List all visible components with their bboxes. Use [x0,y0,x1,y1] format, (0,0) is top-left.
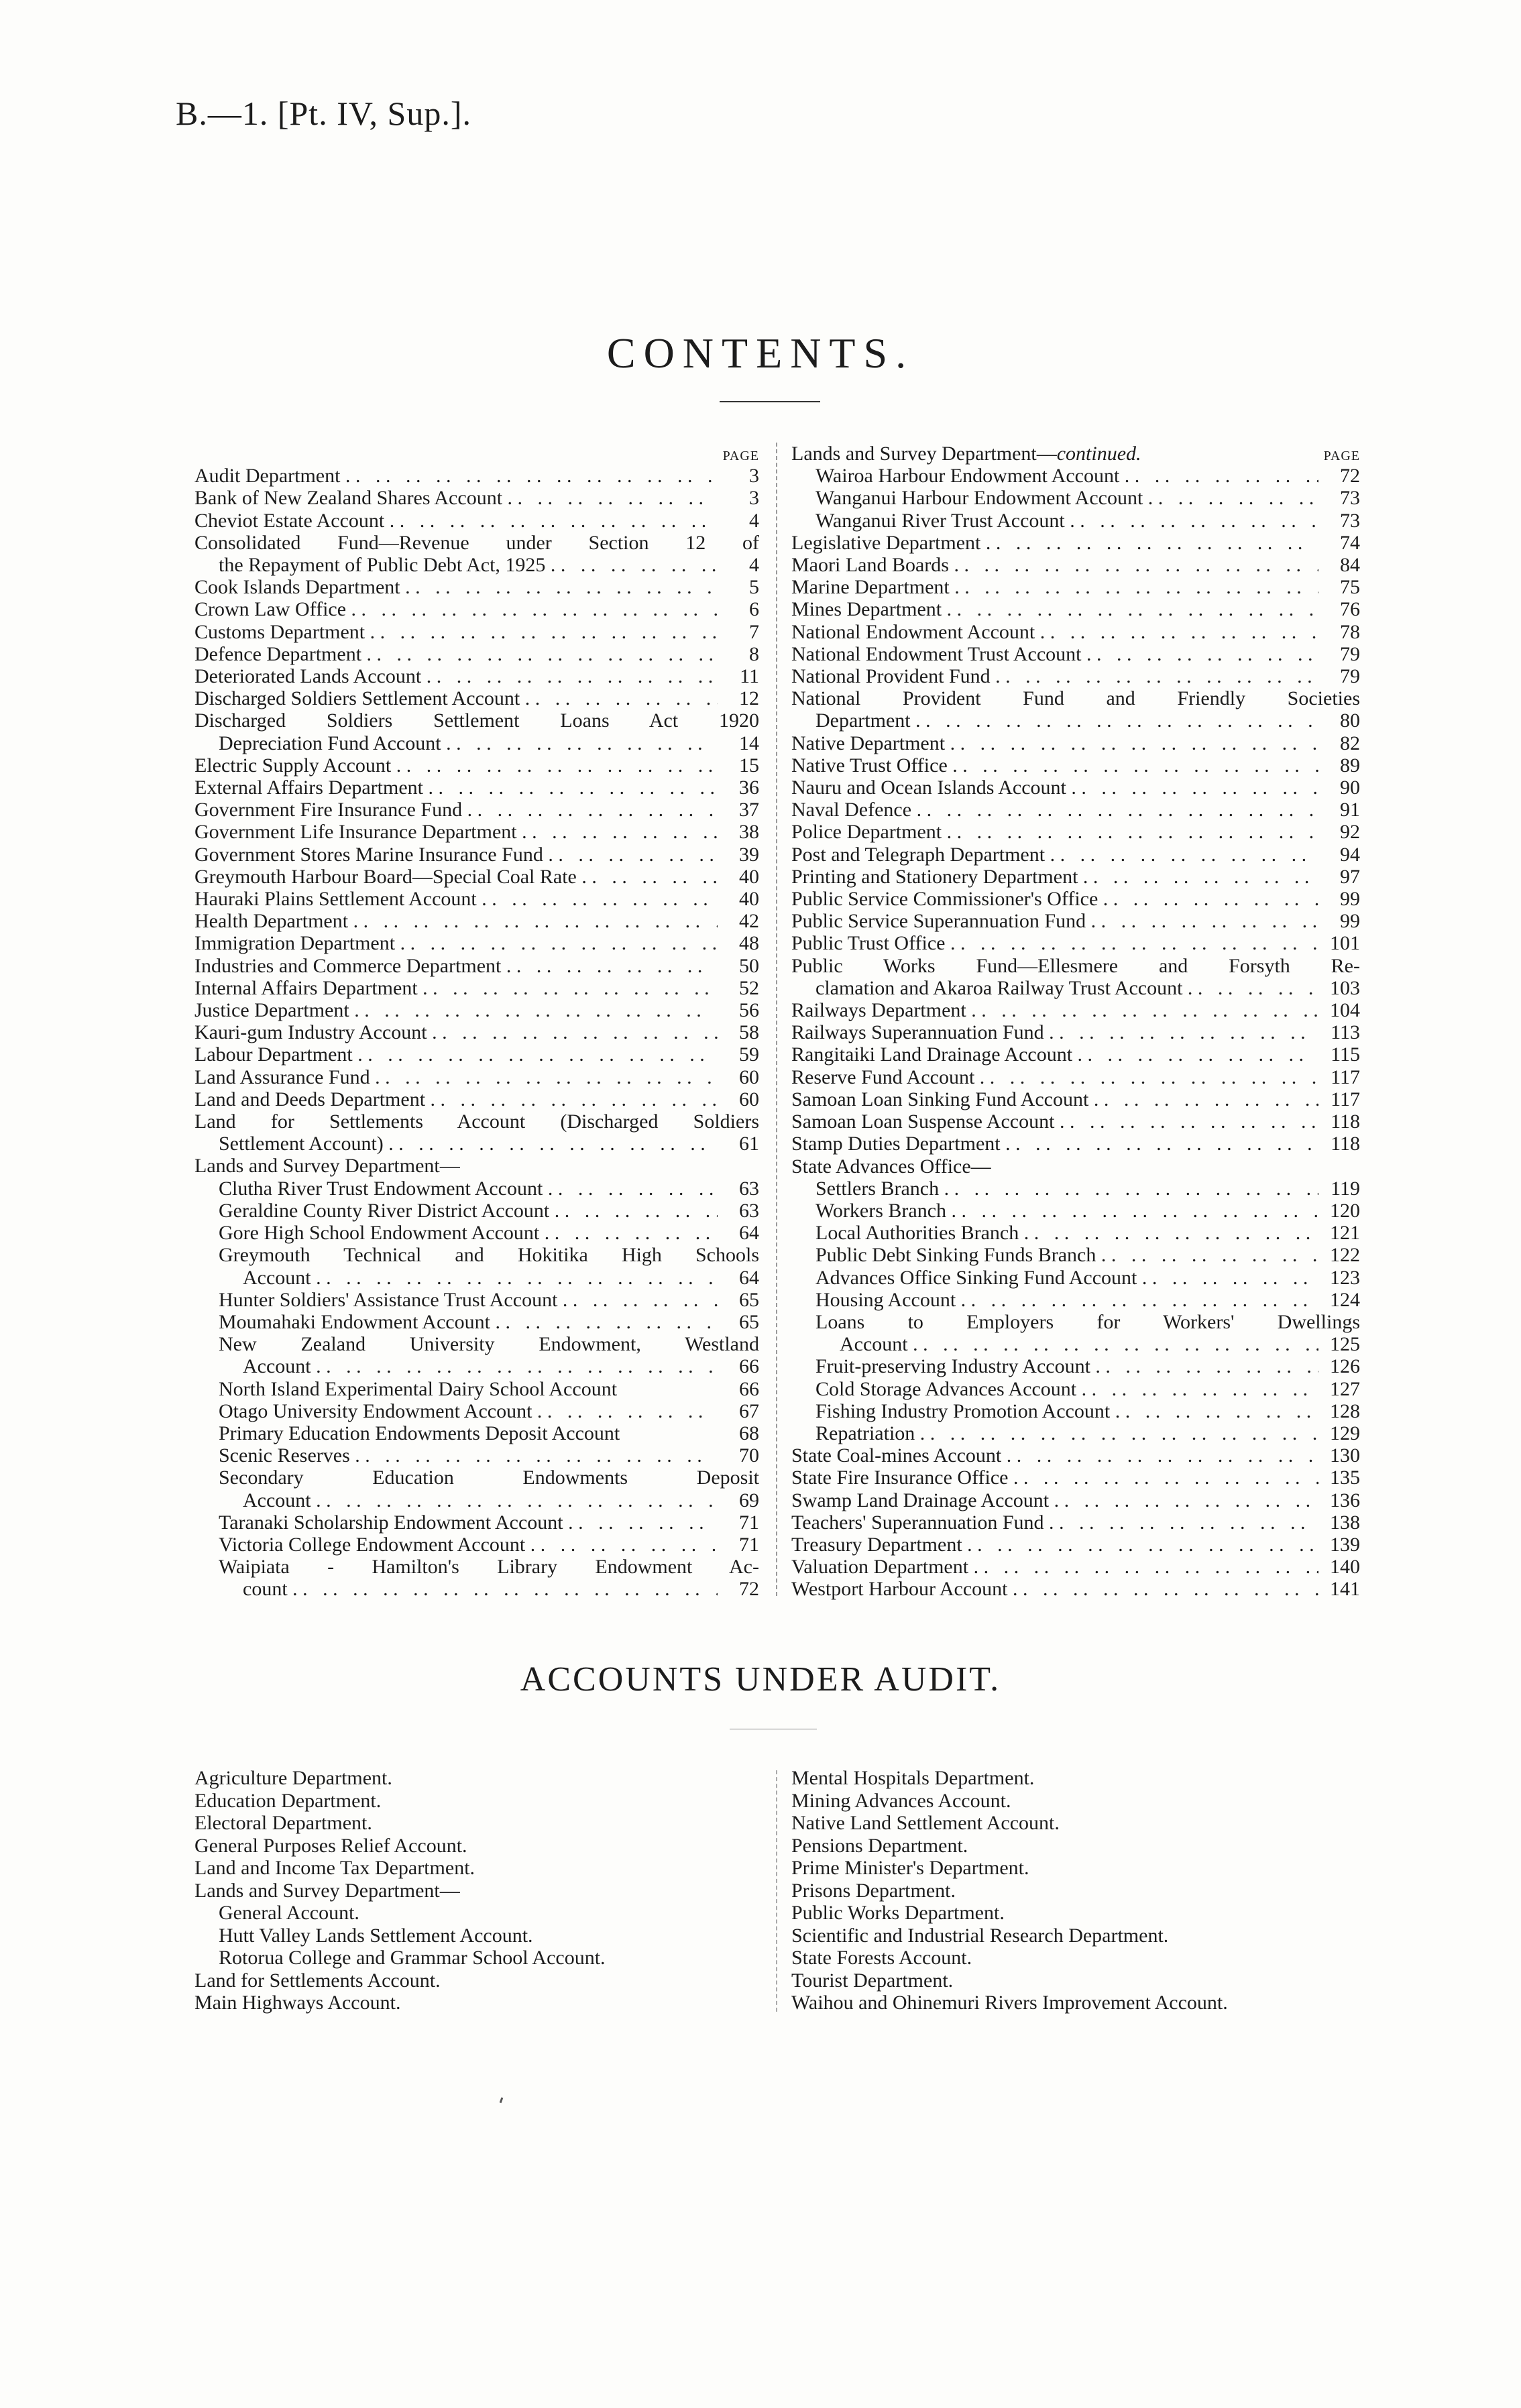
audit-item: State Forests Account. [791,1947,972,1969]
toc-entry: Land for Settlements Account (Discharged Soldiers [194,1110,759,1133]
toc-entry: Discharged Soldiers Settlement Account . . 12 [194,687,759,709]
toc-entry: Cook Islands Department . . 5 [194,576,759,598]
toc-entry: Victoria College Endowment Account . . 71 [194,1534,759,1556]
toc-entry: Fishing Industry Promotion Account . . 128 [791,1400,1360,1422]
toc-entry: Secondary Education Endowments Deposit [219,1467,759,1489]
toc-entry: Account . . 66 [194,1355,759,1377]
contents-right-column [791,443,1360,1601]
toc-entry: Discharged Soldiers Settlement Loans Act 1920 [194,709,759,732]
page-column-heading: PAGE [1323,449,1360,464]
toc-entry: Treasury Department . . 139 [791,1534,1360,1556]
audit-item: Native Land Settlement Account. [791,1812,1060,1834]
audit-item: Scientific and Industrial Research Department. [791,1924,1169,1947]
audit-item: Rotorua College and Grammar School Account. [219,1947,606,1969]
toc-entry: Lands and Survey Department— [194,1155,460,1178]
audit-item: General Account. [219,1902,359,1924]
toc-entry: State Coal-mines Account . . 130 [791,1444,1360,1467]
toc-entry: Wanganui River Trust Account . . 73 [791,510,1360,532]
column-divider [776,443,777,1596]
audit-column-divider [776,1770,777,2012]
toc-entry: Bank of New Zealand Shares Account . . 3 [194,487,759,509]
audit-item: Prime Minister's Department. [791,1857,1029,1879]
audit-item: Public Works Department. [791,1902,1005,1924]
toc-entry: North Island Experimental Dairy School Account 66 [219,1377,759,1400]
audit-item: Hutt Valley Lands Settlement Account. [219,1924,533,1947]
toc-entry: Railways Superannuation Fund . . 113 [791,1021,1360,1043]
toc-entry: Greymouth Technical and Hokitika High Schools [219,1244,759,1267]
toc-entry: Advances Office Sinking Fund Account . . 123 [791,1267,1360,1289]
toc-entry: Scenic Reserves . . 70 [194,1444,759,1467]
title-rule [720,401,820,402]
toc-entry: Housing Account . . 124 [791,1289,1360,1311]
toc-entry: Land Assurance Fund . . 60 [194,1066,759,1088]
toc-entry: National Endowment Account . . 78 [791,621,1360,643]
audit-item: Agriculture Department. [194,1767,392,1789]
toc-entry: Rangitaiki Land Drainage Account . . 115 [791,1043,1360,1066]
audit-item: Prisons Department. [791,1879,956,1902]
toc-entry: Moumahaki Endowment Account . . 65 [194,1311,759,1333]
audit-item: Lands and Survey Department— [194,1879,460,1902]
page-column-heading: PAGE [722,449,759,463]
audit-item: Tourist Department. [791,1969,954,1992]
audit-item: Mining Advances Account. [791,1789,1011,1812]
audit-item: Land for Settlements Account. [194,1969,441,1992]
toc-entry: Industries and Commerce Department . . 50 [194,955,759,977]
toc-entry: Cold Storage Advances Account . . 127 [791,1378,1360,1400]
toc-entry: Hunter Soldiers' Assistance Trust Account . . 65 [194,1289,759,1311]
toc-entry: the Repayment of Public Debt Act, 1925 . . 4 [194,554,759,576]
toc-entry: Cheviot Estate Account . . 4 [194,510,759,532]
toc-entry: Customs Department . . 7 [194,621,759,643]
toc-entry: clamation and Akaroa Railway Trust Account . . 103 [791,977,1360,999]
toc-entry: Valuation Department . . 140 [791,1556,1360,1578]
document-reference: B.—1. [Pt. IV, Sup.]. [176,95,471,132]
audit-item: Mental Hospitals Department. [791,1767,1035,1789]
toc-entry: Defence Department . . 8 [194,643,759,665]
toc-entry: Teachers' Superannuation Fund . . 138 [791,1511,1360,1534]
audit-list-left [194,1767,606,2014]
toc-entry: Mines Department . . 76 [791,598,1360,620]
toc-entry: Maori Land Boards . . 84 [791,554,1360,576]
toc-entry: Public Works Fund—Ellesmere and Forsyth Re- [791,954,1360,977]
toc-entry: Account . . 64 [194,1267,759,1289]
toc-entry: Greymouth Harbour Board—Special Coal Rate . . 40 [194,866,759,888]
toc-entry: Audit Department . . 3 [194,465,759,487]
toc-entry: Marine Department . . 75 [791,576,1360,598]
toc-entry: Primary Education Endowments Deposit Account 68 [219,1422,759,1444]
toc-entry: Public Service Superannuation Fund . . 99 [791,910,1360,932]
toc-entry: Account . . 69 [194,1489,759,1511]
toc-entry: count . . 72 [194,1578,759,1600]
toc-entry: Reserve Fund Account . . 117 [791,1066,1360,1088]
toc-entry: Railways Department . . 104 [791,999,1360,1021]
toc-entry: Lands and Survey Department—continued. PAGE [791,443,1360,465]
audit-item: Education Department. [194,1789,382,1812]
toc-entry: Electric Supply Account . . 15 [194,754,759,777]
toc-entry: Loans to Employers for Workers' Dwellings [815,1310,1360,1333]
toc-entry: Workers Branch . . 120 [791,1200,1360,1222]
toc-entry: Immigration Department . . 48 [194,932,759,954]
toc-entry: Settlement Account) . . 61 [194,1133,759,1155]
audit-item: Pensions Department. [791,1834,968,1857]
toc-entry: Settlers Branch . . 119 [791,1178,1360,1200]
audit-item: Land and Income Tax Department. [194,1857,475,1879]
toc-entry: Public Debt Sinking Funds Branch . . 122 [791,1244,1360,1266]
toc-entry: Samoan Loan Suspense Account . . 118 [791,1110,1360,1133]
toc-entry: Consolidated Fund—Revenue under Section 12 of [194,531,759,554]
audit-item: Waihou and Ohinemuri Rivers Improvement Account. [791,1992,1228,2014]
toc-entry: Hauraki Plains Settlement Account . . 40 [194,888,759,910]
toc-entry: Native Department . . 82 [791,732,1360,754]
audit-list-right [791,1767,1228,2014]
toc-entry: Geraldine County River District Account . . 63 [194,1200,759,1222]
toc-entry: Fruit-preserving Industry Account . . 126 [791,1355,1360,1377]
toc-entry: National Endowment Trust Account . . 79 [791,643,1360,665]
toc-entry: Waipiata - Hamilton's Library Endowment Ac- [219,1556,759,1579]
contents-title: CONTENTS. [606,329,915,377]
toc-entry: Samoan Loan Sinking Fund Account . . 117 [791,1088,1360,1110]
toc-entry: State Advances Office— [791,1155,991,1178]
toc-entry: Government Fire Insurance Fund . . 37 [194,799,759,821]
toc-entry: Naval Defence . . 91 [791,799,1360,821]
toc-entry: Legislative Department . . 74 [791,532,1360,554]
contents-left-column [194,443,759,1601]
toc-entry: New Zealand University Endowment, Westland [219,1333,759,1356]
toc-entry: State Fire Insurance Office . . 135 [791,1467,1360,1489]
print-speck [500,2098,504,2104]
toc-entry: Wanganui Harbour Endowment Account . . 73 [791,487,1360,509]
toc-entry: Account . . 125 [791,1333,1360,1355]
toc-entry: Westport Harbour Account . . 141 [791,1578,1360,1600]
toc-entry: Wairoa Harbour Endowment Account . . 72 [791,465,1360,487]
audit-item: General Purposes Relief Account. [194,1834,467,1857]
toc-entry: National Provident Fund . . 79 [791,665,1360,687]
toc-entry: Public Trust Office . . 101 [791,932,1360,954]
toc-entry: Deteriorated Lands Account . . 11 [194,665,759,687]
toc-entry: Stamp Duties Department . . 118 [791,1133,1360,1155]
toc-entry: Justice Department . . 56 [194,999,759,1021]
toc-entry: Labour Department . . 59 [194,1043,759,1066]
toc-entry: Public Service Commissioner's Office . . 99 [791,888,1360,910]
toc-entry: Gore High School Endowment Account . . 64 [194,1222,759,1244]
toc-entry: Police Department . . 92 [791,821,1360,843]
audit-item: Main Highways Account. [194,1992,401,2014]
audit-section-title: ACCOUNTS UNDER AUDIT. [520,1660,1001,1699]
toc-entry: National Provident Fund and Friendly Societies [791,687,1360,710]
toc-entry: Department . . 80 [791,709,1360,732]
toc-entry: Government Stores Marine Insurance Fund . . 39 [194,844,759,866]
toc-entry: Government Life Insurance Department . . 38 [194,821,759,843]
toc-entry: Internal Affairs Department . . 52 [194,977,759,999]
toc-entry: Otago University Endowment Account . . 67 [194,1400,759,1422]
toc-entry: Health Department . . 42 [194,910,759,932]
toc-entry: Local Authorities Branch . . 121 [791,1222,1360,1244]
toc-entry: Swamp Land Drainage Account . . 136 [791,1489,1360,1511]
toc-entry: Repatriation . . 129 [791,1422,1360,1444]
toc-entry: Nauru and Ocean Islands Account . . 90 [791,777,1360,799]
toc-entry: Post and Telegraph Department . . 94 [791,844,1360,866]
toc-entry: Crown Law Office . . 6 [194,598,759,620]
toc-entry: Land and Deeds Department . . 60 [194,1088,759,1110]
toc-entry: Taranaki Scholarship Endowment Account . . 71 [194,1511,759,1534]
toc-entry: Kauri-gum Industry Account . . 58 [194,1021,759,1043]
toc-entry: Native Trust Office . . 89 [791,754,1360,777]
toc-entry: Printing and Stationery Department . . 97 [791,866,1360,888]
toc-entry: External Affairs Department . . 36 [194,777,759,799]
audit-item: Electoral Department. [194,1812,372,1834]
toc-entry: Depreciation Fund Account . . 14 [194,732,759,754]
toc-entry: Clutha River Trust Endowment Account . . 63 [194,1178,759,1200]
